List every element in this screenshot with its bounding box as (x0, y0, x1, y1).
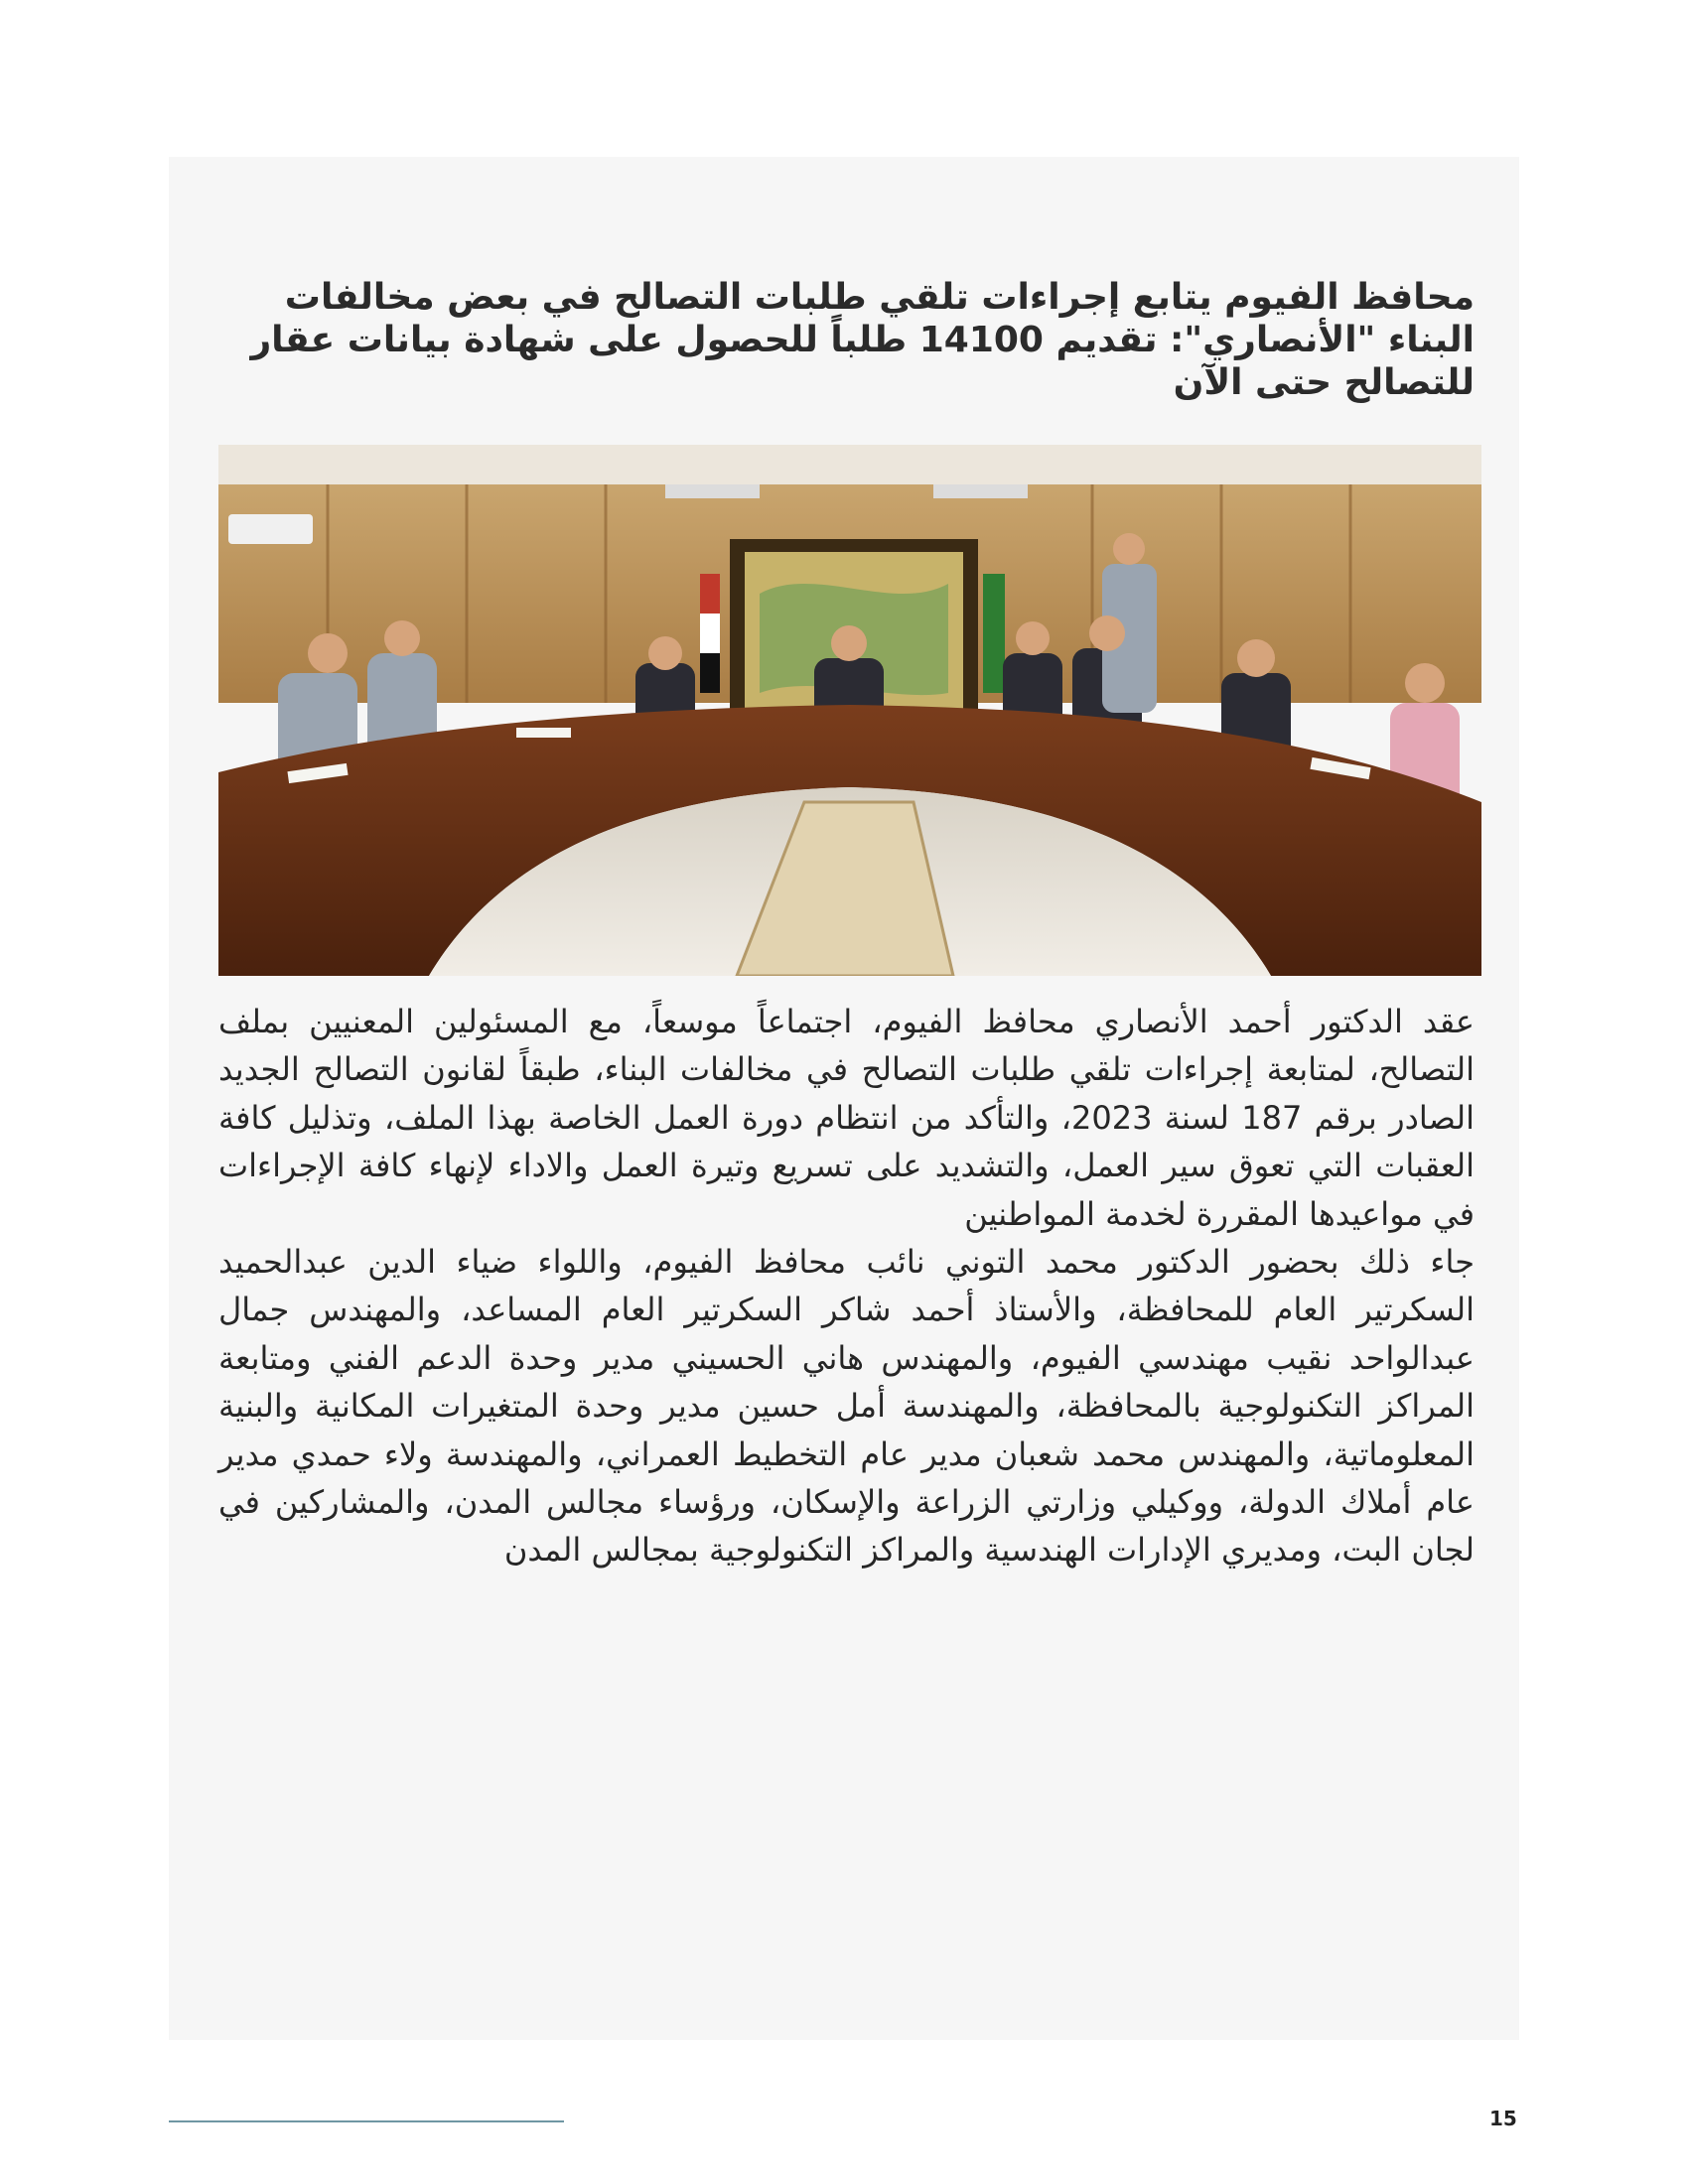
footer-rule (169, 2120, 564, 2122)
ceiling (218, 445, 1481, 484)
flag (983, 574, 1005, 693)
article-paragraph: جاء ذلك بحضور الدكتور محمد التوني نائب محافظ الفيوم، واللواء ضياء الدين عبدالحميد السكرتير العام للمحافظة، والأستاذ أحمد شاكر السكرتير العام المساعد، والمهندس جمال عبدالواحد نقيب مهندسي الفيوم، والمهندس هاني الحسيني مدير وحدة الدعم الفني ومتابعة المراكز التكنولوجية بالمحافظة، والمهندسة أمل حسين مدير وحدة المتغيرات المكانية والبنية المعلوماتية، والمهندس محمد شعبان مدير عام التخطيط العمراني، والمهندسة ولاء حمدي مدير عام أملاك الدولة، ووكيلي وزارتي الزراعة والإسكان، ورؤساء مجالس المدن، والمشاركين في لجان البت، ومديري الإدارات الهندسية والمراكز التكنولوجية بمجالس المدن (218, 1243, 1475, 1570)
page-number: 15 (1489, 2107, 1517, 2130)
article-body (218, 998, 1475, 1574)
ceiling-vent (933, 484, 1028, 498)
ceiling-vent (665, 484, 760, 498)
meeting-photo (218, 445, 1481, 976)
article-paragraph: عقد الدكتور أحمد الأنصاري محافظ الفيوم، اجتماعاً موسعاً، مع المسئولين المعنيين بملف التصالح، لمتابعة إجراءات تلقي طلبات التصالح في مخالفات البناء، طبقاً لقانون التصالح الجديد الصادر برقم 187 لسنة 2023، والتأكد من انتظام دورة العمل الخاصة بهذا الملف، وتذليل كافة العقبات التي تعوق سير العمل، والتشديد على تسريع وتيرة العمل والاداء لإنهاء كافة الإجراءات في مواعيدها المقررة لخدمة المواطنين (218, 1003, 1476, 1233)
article-headline: محافظ الفيوم يتابع إجراءات تلقي طلبات التصالح في بعض مخالفات البناء "الأنصاري": تقديم 14100 طلباً للحصول على شهادة بيانات عقار للتصالح حتى الآن (250, 277, 1475, 403)
air-conditioner (228, 514, 313, 544)
